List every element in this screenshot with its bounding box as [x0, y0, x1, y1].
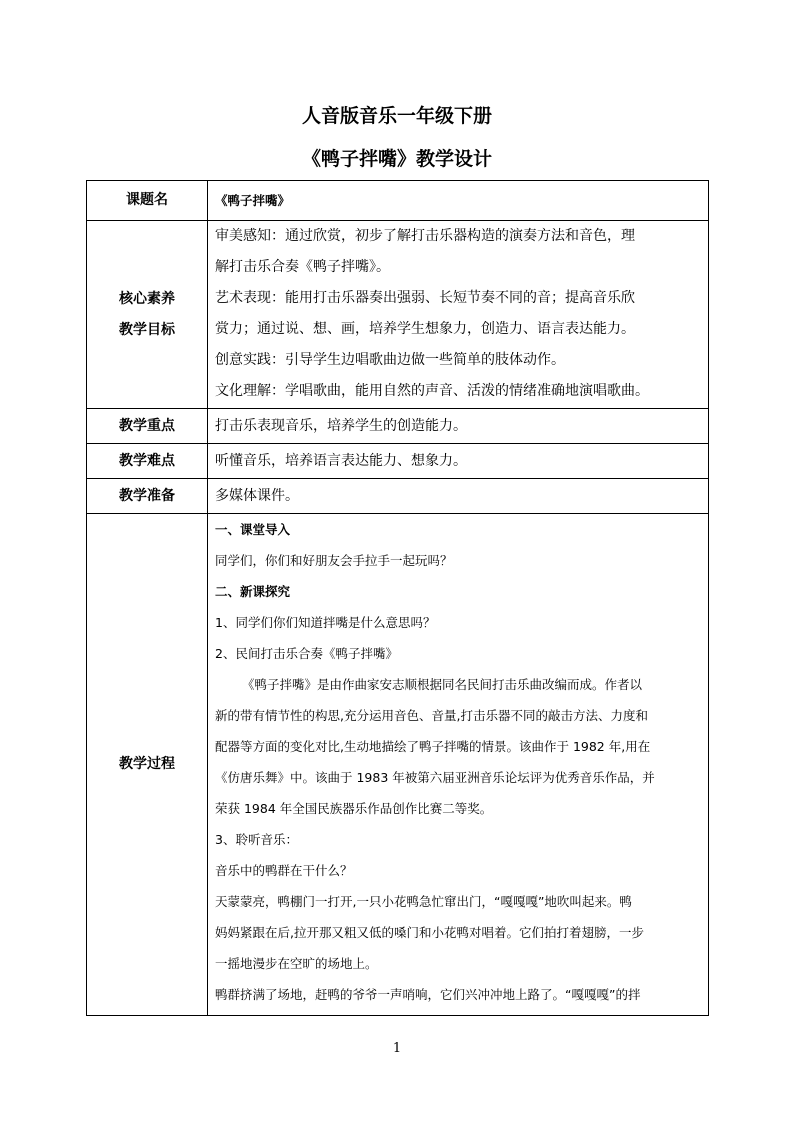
goals-label-line1: 核心素养 — [119, 290, 175, 307]
process-line: 新的带有情节性的构思,充分运用音色、音量,打击乐器不同的敲击方法、力度和 — [215, 708, 648, 723]
goals-label — [87, 221, 208, 409]
process-label: 教学过程 — [87, 514, 208, 1016]
process-line: 2、民间打击乐合奏《鸭子拌嘴》 — [215, 646, 398, 661]
process-line: 荣获 1984 年全国民族器乐作品创作比赛二等奖。 — [215, 801, 493, 816]
difficulties-label: 教学难点 — [87, 444, 208, 479]
document-title: 人音版音乐一年级下册 — [301, 105, 492, 127]
section-heading: 二、新课探究 — [215, 584, 291, 599]
process-line: 《仿唐乐舞》中。该曲于 1983 年被第六届亚洲音乐论坛评为优秀音乐作品，并 — [215, 770, 655, 785]
key-points-value: 打击乐表现音乐，培养学生的创造能力。 — [215, 417, 467, 434]
goals-line: 解打击乐合奏《鸭子拌嘴》。 — [215, 259, 390, 275]
table-row-preparation — [87, 479, 709, 514]
table-row-goals — [87, 221, 709, 409]
process-line: 天蒙蒙亮，鸭棚门一打开,一只小花鸭急忙窜出门，“嘎嘎嘎”地吹叫起来。鸭 — [215, 894, 632, 909]
table-row-difficulties — [87, 444, 709, 479]
table-row-process — [87, 514, 709, 1016]
process-line: 鸭群挤满了场地，赶鸭的爷爷一声哨响，它们兴冲冲地上路了。“嘎嘎嘎”的拌 — [215, 987, 641, 1002]
goals-line: 创意实践：引导学生边唱歌曲边做一些简单的肢体动作。 — [215, 352, 565, 368]
goals-line: 审美感知：通过欣赏，初步了解打击乐器构造的演奏方法和音色，理 — [215, 228, 635, 244]
process-line: 一摇地漫步在空旷的场地上。 — [215, 956, 378, 971]
goals-line: 赏力；通过说、想、画，培养学生想象力，创造力、语言表达能力。 — [215, 321, 635, 337]
preparation-label: 教学准备 — [87, 479, 208, 514]
page-number: 1 — [392, 1041, 402, 1056]
process-line: 3、聆听音乐： — [215, 832, 298, 847]
topic-value: 《鸭子拌嘴》 — [215, 193, 291, 208]
process-line: 音乐中的鸭群在干什么？ — [215, 863, 353, 878]
process-line: 1、同学们你们知道拌嘴是什么意思吗？ — [215, 615, 436, 630]
section-heading: 一、课堂导入 — [215, 522, 291, 537]
process-line: 同学们，你们和好朋友会手拉手一起玩吗？ — [215, 553, 453, 568]
topic-label: 课题名 — [87, 181, 208, 221]
goals-line: 文化理解：学唱歌曲，能用自然的声音、活泼的情绪准确地演唱歌曲。 — [215, 383, 649, 399]
process-line: 《鸭子拌嘴》是由作曲家安志顺根据同名民间打击乐曲改编而成。作者以 — [242, 677, 643, 692]
lesson-plan-table — [86, 180, 709, 1016]
difficulties-value: 听懂音乐，培养语言表达能力、想象力。 — [215, 452, 467, 469]
key-points-label: 教学重点 — [87, 409, 208, 444]
preparation-value: 多媒体课件。 — [215, 487, 299, 504]
table-row-topic — [87, 181, 709, 221]
goals-line: 艺术表现：能用打击乐器奏出强弱、长短节奏不同的音；提高音乐欣 — [215, 290, 635, 306]
table-row-key-points — [87, 409, 709, 444]
document-subtitle: 《鸭子拌嘴》教学设计 — [301, 148, 492, 170]
process-line: 配器等方面的变化对比,生动地描绘了鸭子拌嘴的情景。该曲作于 1982 年,用在 — [215, 739, 651, 754]
process-line: 妈妈紧跟在后,拉开那又粗又低的嗓门和小花鸭对唱着。它们拍打着翅膀，一步 — [215, 925, 644, 940]
goals-label-line2: 教学目标 — [119, 321, 175, 338]
